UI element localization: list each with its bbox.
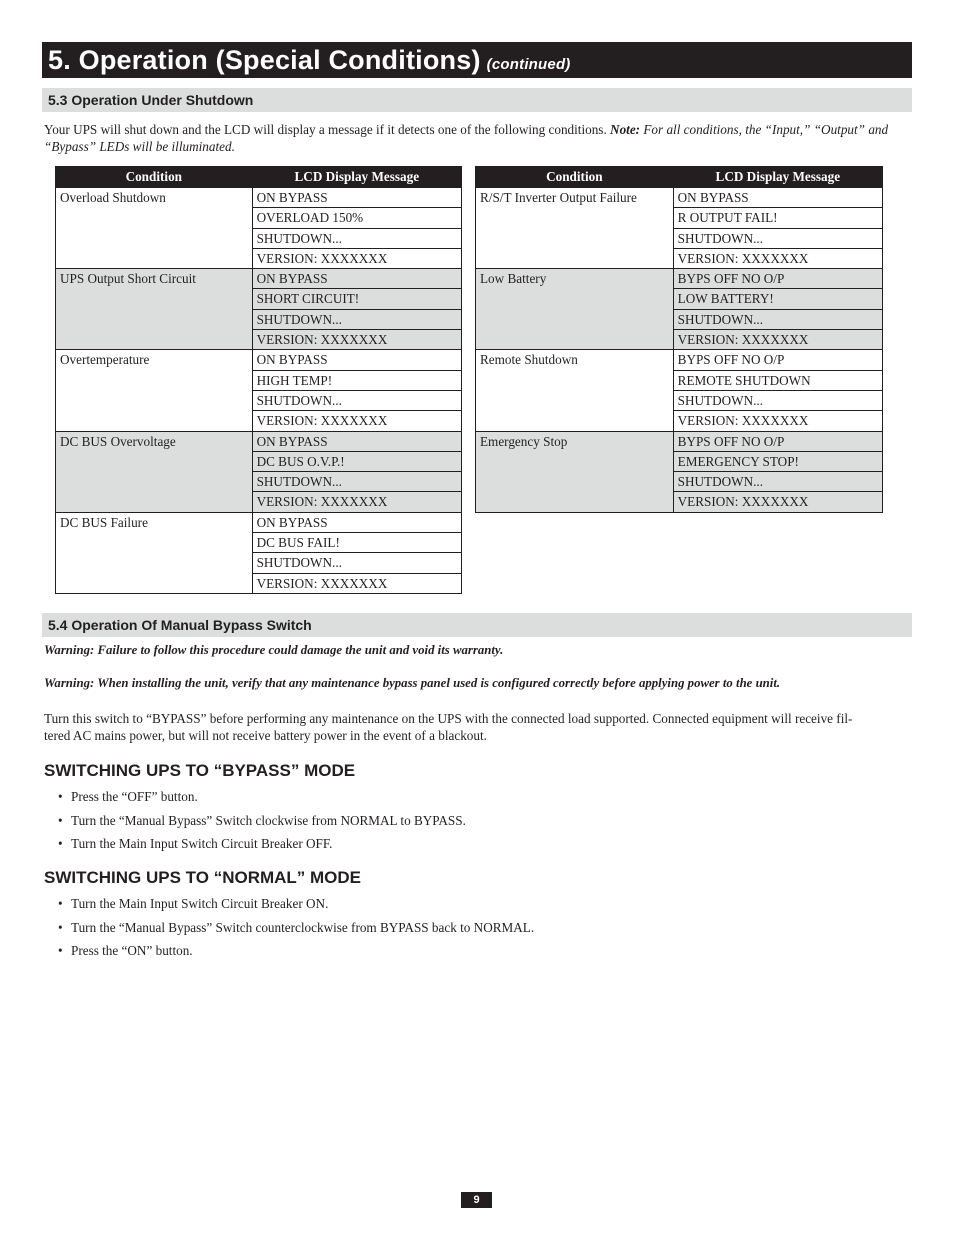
table-row	[476, 269, 883, 289]
section-5-4-header	[42, 613, 912, 637]
lcd-message-cell: ON BYPASS	[252, 512, 461, 532]
title-continued: (continued)	[486, 56, 571, 73]
note-text: For all conditions, the “Input,” “Output” and “Bypass” LEDs will be illuminated.	[44, 122, 889, 154]
lcd-message-cell: SHUTDOWN...	[252, 390, 461, 410]
table-row	[56, 431, 462, 451]
intro-text: Your UPS will shut down and the LCD will display a message if it detects one of the following conditions.	[44, 122, 607, 137]
table-row	[476, 350, 883, 370]
warning-damage: Warning: Failure to follow this procedure could damage the unit and void its warranty.	[44, 643, 504, 657]
table-row	[476, 431, 883, 451]
table-row	[56, 350, 462, 370]
lcd-message-cell: SHUTDOWN...	[252, 553, 461, 573]
page-number: 9	[461, 1192, 492, 1208]
list-item: • Press the “OFF” button.	[58, 789, 198, 804]
lcd-message-cell: ON BYPASS	[673, 188, 882, 208]
description-line-1: Turn this switch to “BYPASS” before performing any maintenance on the UPS with the connected load supported. Connected equipment will receive fil-	[44, 711, 853, 726]
table-header-row	[476, 167, 883, 188]
section-5-4-heading: 5.4 Operation Of Manual Bypass Switch	[48, 617, 312, 633]
lcd-message-cell: SHUTDOWN...	[673, 472, 882, 492]
lcd-message-cell: VERSION: XXXXXXX	[252, 411, 461, 431]
lcd-message-cell: SHUTDOWN...	[252, 228, 461, 248]
lcd-message-cell: VERSION: XXXXXXX	[252, 492, 461, 512]
shutdown-table-right	[475, 166, 883, 513]
lcd-message-cell: VERSION: XXXXXXX	[252, 330, 461, 350]
condition-cell: Remote Shutdown	[476, 350, 674, 431]
note-label: Note:	[610, 122, 641, 137]
step-text: Turn the “Manual Bypass” Switch clockwise from NORMAL to BYPASS.	[71, 812, 466, 828]
lcd-message-cell: BYPS OFF NO O/P	[673, 431, 882, 451]
condition-cell: Overload Shutdown	[56, 188, 253, 269]
lcd-message-cell: BYPS OFF NO O/P	[673, 350, 882, 370]
list-item: • Turn the Main Input Switch Circuit Breaker ON.	[58, 896, 329, 911]
step-text: Turn the Main Input Switch Circuit Breaker OFF.	[71, 836, 333, 851]
lcd-message-cell: REMOTE SHUTDOWN	[673, 370, 882, 390]
lcd-message-cell: VERSION: XXXXXXX	[673, 411, 882, 431]
page-title	[48, 45, 571, 76]
warning-installation: Warning: When installing the unit, verify that any maintenance bypass panel used is configured correctly before applying power to the unit.	[44, 676, 781, 690]
lcd-message-cell: ON BYPASS	[252, 431, 461, 451]
shutdown-intro	[44, 121, 912, 155]
table-row	[56, 269, 462, 289]
lcd-message-cell: VERSION: XXXXXXX	[252, 248, 461, 268]
lcd-message-cell: ON BYPASS	[252, 350, 461, 370]
list-item: • Turn the “Manual Bypass” Switch counterclockwise from BYPASS back to NORMAL.	[58, 919, 535, 935]
condition-cell: R/S/T Inverter Output Failure	[476, 188, 674, 269]
column-header-lcd-message: LCD Display Message	[673, 167, 882, 188]
table-row	[56, 188, 462, 208]
table-row	[476, 188, 883, 208]
condition-cell: DC BUS Overvoltage	[56, 431, 253, 512]
list-item: • Turn the “Manual Bypass” Switch clockwise from NORMAL to BYPASS.	[58, 812, 466, 828]
normal-mode-steps	[58, 895, 534, 966]
table-row	[56, 512, 462, 532]
condition-cell: Overtemperature	[56, 350, 253, 431]
step-text: Press the “OFF” button.	[71, 789, 198, 804]
description-line-2: tered AC mains power, but will not receive battery power in the event of a blackout.	[44, 728, 487, 743]
bypass-mode-steps	[58, 788, 466, 859]
list-item: • Press the “ON” button.	[58, 943, 193, 958]
lcd-message-cell: VERSION: XXXXXXX	[673, 492, 882, 512]
lcd-message-cell: VERSION: XXXXXXX	[252, 573, 461, 593]
lcd-message-cell: OVERLOAD 150%	[252, 208, 461, 228]
lcd-message-cell: BYPS OFF NO O/P	[673, 269, 882, 289]
page-title-bar	[42, 42, 912, 78]
condition-cell: DC BUS Failure	[56, 512, 253, 593]
step-text: Turn the “Manual Bypass” Switch counterclockwise from BYPASS back to NORMAL.	[71, 919, 535, 935]
lcd-message-cell: DC BUS O.V.P.!	[252, 451, 461, 471]
lcd-message-cell: VERSION: XXXXXXX	[673, 330, 882, 350]
step-text: Press the “ON” button.	[71, 943, 193, 958]
table-header-row	[56, 167, 462, 188]
step-text: Turn the Main Input Switch Circuit Breaker ON.	[71, 896, 329, 911]
lcd-message-cell: R OUTPUT FAIL!	[673, 208, 882, 228]
lcd-message-cell: ON BYPASS	[252, 188, 461, 208]
condition-cell: Emergency Stop	[476, 431, 674, 512]
lcd-message-cell: VERSION: XXXXXXX	[673, 248, 882, 268]
section-5-3-heading: 5.3 Operation Under Shutdown	[48, 92, 254, 108]
lcd-message-cell: ON BYPASS	[252, 269, 461, 289]
lcd-message-cell: SHUTDOWN...	[673, 228, 882, 248]
column-header-condition: Condition	[56, 167, 253, 188]
normal-mode-heading: SWITCHING UPS TO “NORMAL” MODE	[44, 868, 362, 887]
lcd-message-cell: EMERGENCY STOP!	[673, 451, 882, 471]
list-item: • Turn the Main Input Switch Circuit Breaker OFF.	[58, 836, 333, 851]
shutdown-table-left	[55, 166, 462, 594]
condition-cell: UPS Output Short Circuit	[56, 269, 253, 350]
section-5-3-header	[42, 88, 912, 112]
lcd-message-cell: SHUTDOWN...	[252, 309, 461, 329]
bypass-switch-description	[44, 710, 912, 744]
column-header-condition: Condition	[476, 167, 674, 188]
lcd-message-cell: DC BUS FAIL!	[252, 533, 461, 553]
condition-cell: Low Battery	[476, 269, 674, 350]
column-header-lcd-message: LCD Display Message	[252, 167, 461, 188]
lcd-message-cell: HIGH TEMP!	[252, 370, 461, 390]
lcd-message-cell: SHUTDOWN...	[673, 390, 882, 410]
bypass-mode-heading: SWITCHING UPS TO “BYPASS” MODE	[44, 761, 356, 780]
lcd-message-cell: SHORT CIRCUIT!	[252, 289, 461, 309]
lcd-message-cell: SHUTDOWN...	[673, 309, 882, 329]
lcd-message-cell: SHUTDOWN...	[252, 472, 461, 492]
page-title-text: 5. Operation (Special Conditions)	[48, 45, 481, 75]
lcd-message-cell: LOW BATTERY!	[673, 289, 882, 309]
